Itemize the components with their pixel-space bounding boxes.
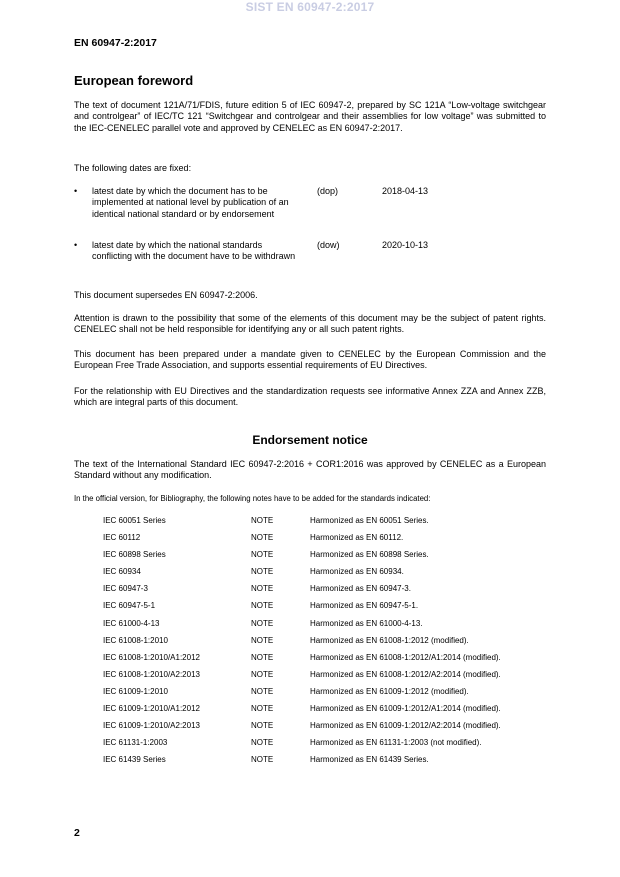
standard-cell: IEC 61008-1:2010 — [103, 635, 168, 645]
table-row — [103, 704, 563, 721]
endorsement-paragraph: The text of the International Standard IEC 60947-2:2016 + COR1:2016 was approved by CENELEC as a European Standard without any modification. — [74, 459, 546, 481]
table-row — [103, 601, 563, 618]
harmonized-cell: Harmonized as EN 60898 Series. — [310, 550, 429, 560]
note-cell: NOTE — [251, 618, 274, 628]
foreword-intro-paragraph: The text of document 121A/71/FDIS, future edition 5 of IEC 60947-2, prepared by SC 121A “Low-voltage switchgear and controlgear” of IEC/TC 121 “Switchgear and controlgear and their assemblies for low voltage” was submitted to the IEC-CENELEC parallel vote and approved by CENELEC as EN 60947-2:2017. — [74, 100, 546, 133]
table-row — [103, 516, 563, 533]
note-cell: NOTE — [251, 686, 274, 696]
note-cell: NOTE — [251, 652, 274, 662]
note-cell: NOTE — [251, 516, 274, 525]
section-title-foreword: European foreword — [74, 73, 194, 88]
table-row — [103, 636, 563, 653]
note-cell: NOTE — [251, 601, 274, 611]
harmonized-cell: Harmonized as EN 61000-4-13. — [310, 618, 423, 628]
harmonization-table — [103, 516, 563, 772]
supersedes-paragraph: This document supersedes EN 60947-2:2006. — [74, 290, 258, 300]
standard-cell: IEC 60934 — [103, 567, 141, 577]
date-description: latest date by which the national standards conflicting with the document have to be withdrawn — [92, 240, 296, 262]
harmonized-cell: Harmonized as EN 61008-1:2012 (modified). — [310, 635, 469, 645]
note-cell: NOTE — [251, 721, 274, 731]
watermark: SIST EN 60947-2:2017 — [245, 0, 375, 14]
standard-cell: IEC 61009-1:2010/A1:2012 — [103, 704, 200, 714]
harmonized-cell: Harmonized as EN 60947-5-1. — [310, 601, 419, 611]
date-description: latest date by which the document has to be implemented at national level by publication of an identical national standard or by endorsement — [92, 186, 289, 219]
page-number: 2 — [74, 827, 80, 839]
standard-cell: IEC 61009-1:2010 — [103, 686, 168, 696]
note-cell: NOTE — [251, 533, 274, 543]
harmonized-cell: Harmonized as EN 61009-1:2012/A2:2014 (modified). — [310, 721, 501, 731]
table-row — [103, 755, 563, 772]
standard-cell: IEC 61009-1:2010/A2:2013 — [103, 721, 200, 731]
bullet-icon: • — [74, 186, 78, 196]
bullet-icon: • — [74, 240, 78, 250]
standard-cell: IEC 61008-1:2010/A1:2012 — [103, 652, 200, 662]
standard-cell: IEC 61000-4-13 — [103, 618, 160, 628]
standard-cell: IEC 60112 — [103, 533, 141, 543]
standard-cell: IEC 61008-1:2010/A2:2013 — [103, 669, 200, 679]
harmonized-cell: Harmonized as EN 61008-1:2012/A2:2014 (modified). — [310, 669, 501, 679]
harmonized-cell: Harmonized as EN 61131-1:2003 (not modified). — [310, 738, 482, 748]
table-row — [103, 738, 563, 755]
table-row — [103, 721, 563, 738]
note-cell: NOTE — [251, 584, 274, 594]
standard-cell: IEC 61439 Series — [103, 755, 166, 765]
harmonized-cell: Harmonized as EN 60112. — [310, 533, 404, 543]
standard-cell: IEC 61131-1:2003 — [103, 738, 168, 748]
patent-paragraph: Attention is drawn to the possibility that some of the elements of this document may be the subject of patent rights. CENELEC shall not be held responsible for identifying any or all such patent rights. — [74, 313, 546, 335]
date-value: 2020-10-13 — [382, 240, 429, 250]
harmonized-cell: Harmonized as EN 60934. — [310, 567, 404, 577]
table-row — [103, 584, 563, 601]
document-id: EN 60947-2:2017 — [74, 37, 157, 49]
bibliography-note: In the official version, for Bibliography, the following notes have to be added for the standards indicated: — [74, 494, 431, 503]
harmonized-cell: Harmonized as EN 61009-1:2012 (modified). — [310, 686, 469, 696]
standard-cell: IEC 60947-3 — [103, 584, 148, 594]
note-cell: NOTE — [251, 567, 274, 577]
date-code: (dow) — [317, 240, 340, 250]
table-row — [103, 533, 563, 550]
harmonized-cell: Harmonized as EN 61008-1:2012/A1:2014 (modified). — [310, 652, 501, 662]
relationship-paragraph: For the relationship with EU Directives and the standardization requests see informative Annex ZZA and Annex ZZB, which are integral parts of this document. — [74, 386, 546, 408]
note-cell: NOTE — [251, 669, 274, 679]
date-value: 2018-04-13 — [382, 186, 429, 196]
section-title-endorsement: Endorsement notice — [252, 433, 368, 447]
table-row — [103, 670, 563, 687]
harmonized-cell: Harmonized as EN 60051 Series. — [310, 516, 429, 525]
harmonized-cell: Harmonized as EN 60947-3. — [310, 584, 411, 594]
table-row — [103, 550, 563, 567]
standard-cell: IEC 60898 Series — [103, 550, 166, 560]
mandate-paragraph: This document has been prepared under a mandate given to CENELEC by the European Commission and the European Free Trade Association, and supports essential requirements of EU Directives. — [74, 349, 546, 371]
note-cell: NOTE — [251, 755, 274, 765]
harmonized-cell: Harmonized as EN 61009-1:2012/A1:2014 (modified). — [310, 704, 501, 714]
note-cell: NOTE — [251, 550, 274, 560]
table-row — [103, 619, 563, 636]
standard-cell: IEC 60947-5-1 — [103, 601, 156, 611]
note-cell: NOTE — [251, 738, 274, 748]
table-row — [103, 653, 563, 670]
note-cell: NOTE — [251, 635, 274, 645]
standard-cell: IEC 60051 Series — [103, 516, 166, 525]
table-row — [103, 687, 563, 704]
harmonized-cell: Harmonized as EN 61439 Series. — [310, 755, 429, 765]
table-row — [103, 567, 563, 584]
note-cell: NOTE — [251, 704, 274, 714]
date-code: (dop) — [317, 186, 339, 196]
dates-intro: The following dates are fixed: — [74, 163, 192, 173]
